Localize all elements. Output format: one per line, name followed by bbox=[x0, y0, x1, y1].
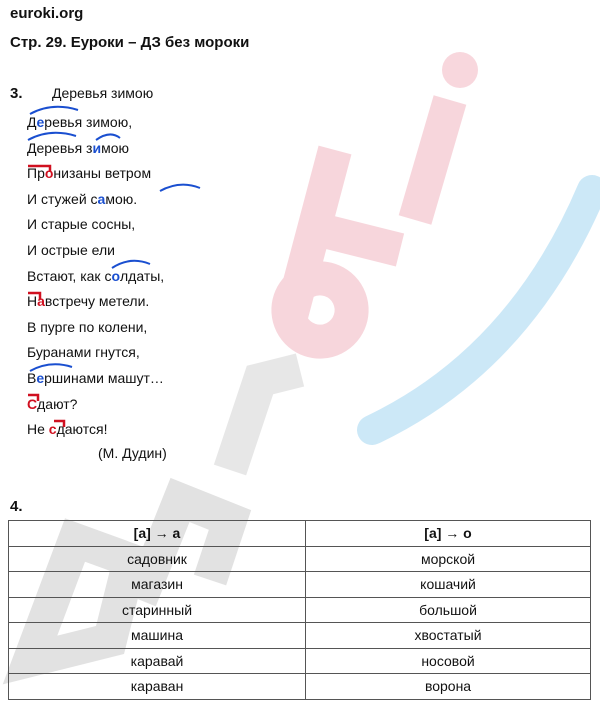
table-cell: машина bbox=[9, 623, 306, 649]
table-row bbox=[9, 623, 591, 649]
watermark-blue-arc bbox=[372, 190, 592, 430]
watermark-letter-o bbox=[288, 278, 351, 341]
site-name: euroki.org bbox=[10, 5, 84, 22]
watermark-letter-i bbox=[415, 100, 450, 220]
table-header-row bbox=[9, 521, 591, 547]
stressed-vowel: е bbox=[36, 114, 45, 130]
table-cell: кошачий bbox=[306, 572, 591, 598]
table-row bbox=[9, 597, 591, 623]
syllable-arc bbox=[160, 185, 200, 191]
table-cell: караван bbox=[9, 674, 306, 700]
table-cell: большой bbox=[306, 597, 591, 623]
vowel-table bbox=[8, 520, 591, 700]
watermark-dot bbox=[442, 52, 478, 88]
table-row bbox=[9, 674, 591, 700]
poem-line: В пурге по колени, bbox=[27, 318, 148, 335]
page-title: Стр. 29. Еуроки – ДЗ без мороки bbox=[10, 34, 250, 51]
highlighted-vowel: а bbox=[37, 293, 45, 310]
table-cell: магазин bbox=[9, 572, 306, 598]
poem bbox=[27, 110, 164, 443]
stressed-vowel: е bbox=[36, 369, 45, 386]
table-cell: старинный bbox=[9, 597, 306, 623]
task4-number: 4. bbox=[10, 498, 23, 515]
poem-line: И старые сосны, bbox=[27, 216, 136, 233]
table-cell: каравай bbox=[9, 648, 306, 674]
watermark-letter-r bbox=[230, 370, 300, 470]
highlighted-vowel: о bbox=[44, 165, 54, 182]
table-cell: носовой bbox=[306, 648, 591, 674]
poem-line: Встают, как солдаты, bbox=[27, 267, 165, 284]
poem-author: (М. Дудин) bbox=[98, 445, 167, 461]
poem-line: Навстречу метели. bbox=[27, 293, 150, 310]
watermark-letter-k bbox=[290, 150, 400, 320]
poem-line: Пронизаны ветром bbox=[27, 165, 152, 182]
task3-number: 3. bbox=[10, 85, 23, 102]
stressed-vowel: о bbox=[111, 267, 121, 284]
column-header: [а] → а bbox=[9, 521, 306, 547]
table-cell: ворона bbox=[306, 674, 591, 700]
poem-line: Буранами гнутся, bbox=[27, 344, 140, 361]
poem-line: Не сдаются! bbox=[27, 421, 108, 438]
poem-line: Деревья зимою bbox=[27, 139, 129, 156]
poem-line: Вершинами машут… bbox=[27, 369, 164, 386]
stressed-vowel: а bbox=[97, 190, 106, 207]
table-cell: садовник bbox=[9, 546, 306, 572]
column-header: [а] → о bbox=[306, 521, 591, 547]
highlighted-letter: С bbox=[27, 395, 38, 412]
stressed-vowel: и bbox=[92, 139, 102, 156]
poem-line: Сдают? bbox=[27, 395, 78, 412]
table-cell: хвостатый bbox=[306, 623, 591, 649]
poem-line: И стужей самою. bbox=[27, 190, 138, 207]
poem-line: Деревья зимою, bbox=[27, 114, 133, 130]
table-cell: морской bbox=[306, 546, 591, 572]
table-row bbox=[9, 648, 591, 674]
table-row bbox=[9, 572, 591, 598]
poem-title: Деревья зимою bbox=[52, 85, 154, 101]
highlighted-letter: с bbox=[48, 421, 57, 438]
poem-line: И острые ели bbox=[27, 241, 115, 258]
table-row bbox=[9, 546, 591, 572]
